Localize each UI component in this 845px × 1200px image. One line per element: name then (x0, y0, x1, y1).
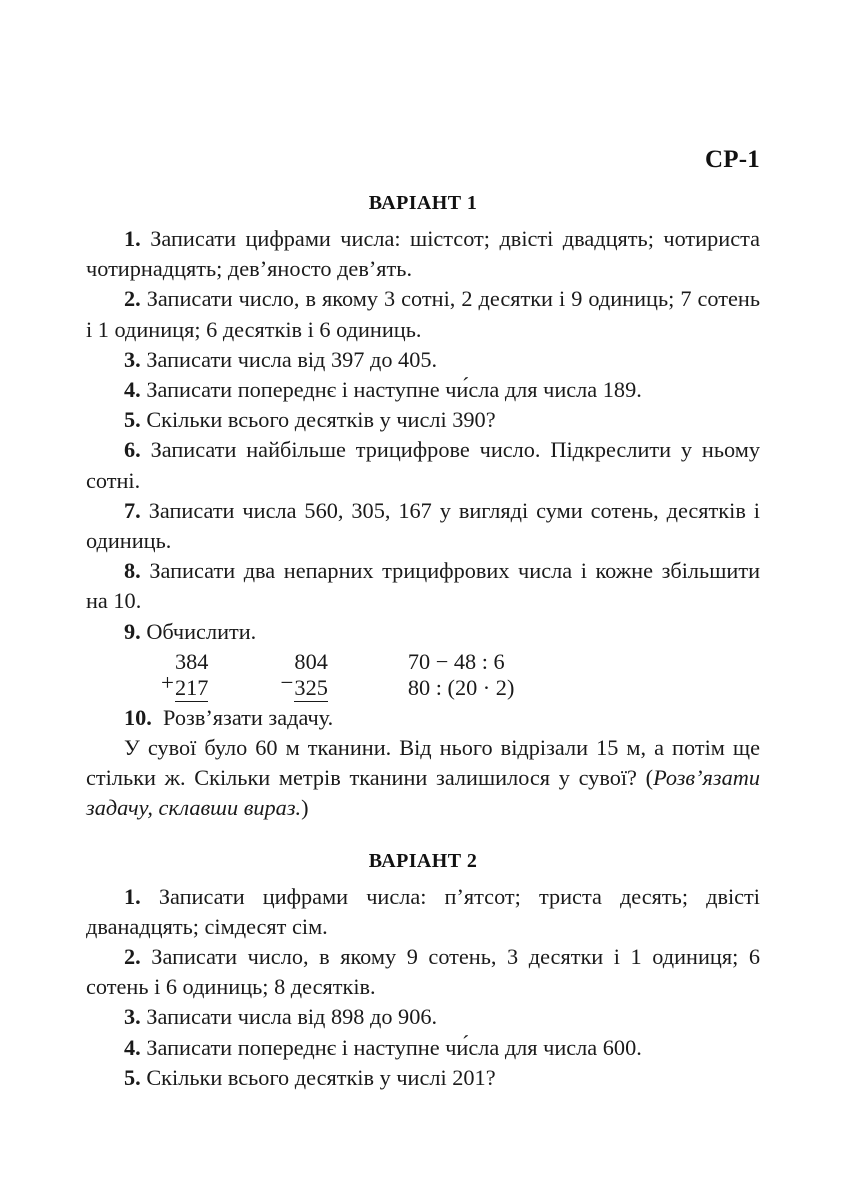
task-item (86, 435, 760, 495)
task-text: Записати число, в якому 3 сотні, 2 десятки і 9 одиниць; 7 сотень і 1 одиниця; 6 десятків і 6 одиниць. (86, 286, 761, 342)
task-item (86, 1063, 760, 1093)
plus-sign-icon: + (161, 669, 174, 695)
task-text: Розв’язати задачу. (163, 704, 334, 730)
task-number: 3. (124, 346, 141, 372)
task-item (86, 345, 760, 375)
task-number: 8. (124, 558, 141, 584)
task-number: 1. (124, 883, 141, 909)
calculation-column-expressions (408, 649, 515, 701)
task-item (86, 405, 760, 435)
subtrahend: 325 (294, 674, 328, 700)
expression-line: 80 : (20 · 2) (407, 674, 515, 700)
calculation-column-subtraction (280, 649, 327, 702)
task-text: Записати цифрами числа: п’ятсот; триста десять; двісті дванадцять; сімдесят сім. (86, 883, 760, 939)
task-text: Записати попереднє і наступне чи́сла для числа 600. (146, 1034, 642, 1060)
calculation-column-addition (161, 649, 208, 702)
variant-block-2 (86, 850, 760, 1093)
task-number: 5. (124, 407, 141, 433)
variant-block-1 (86, 192, 760, 824)
task-number: 4. (124, 377, 141, 403)
task-item (86, 617, 760, 647)
task-number: 1. (124, 226, 141, 251)
task-text: Записати найбільше трицифрове число. Підкреслити у ньому сотні. (86, 437, 760, 493)
task-item (86, 556, 760, 616)
subtraction-stack (294, 649, 327, 702)
task-item (86, 284, 760, 344)
task-item (86, 496, 760, 556)
word-problem-text: У сувої було 60 м тканини. Від нього відрізали 15 м, а потім ще стільки ж. Скільки метрів тканини залишилося у сувої? ( (86, 735, 760, 791)
task-number: 7. (124, 497, 141, 523)
calculation-exercises (86, 649, 760, 702)
task-text: Записати числа від 397 до 405. (146, 346, 438, 372)
task-text: Записати числа від 898 до 906. (146, 1004, 438, 1030)
task-item (86, 942, 760, 1002)
task-number: 2. (124, 944, 141, 970)
task-number: 2. (124, 286, 141, 312)
task-number: 6. (124, 437, 141, 463)
task-text: Записати числа 560, 305, 167 у вигляді суми сотень, десятків і одиниць. (86, 497, 760, 554)
word-problem-body (86, 733, 760, 824)
task-item (86, 1002, 760, 1032)
task-number: 9. (124, 618, 141, 644)
task-text: Скільки всього десятків у числі 201? (146, 1064, 496, 1090)
task-text: Записати попереднє і наступне чи́сла для числа 189. (146, 377, 642, 403)
task-text: Записати цифрами числа: шістсот; двісті двадцять; чотириста чотирнадцять; дев’яносто дев’ять. (86, 226, 761, 282)
variant-2-title: ВАРІАНТ 2 (368, 849, 478, 872)
task-item (86, 703, 760, 733)
task-number: 10. (124, 704, 152, 730)
word-problem-close-paren: ) (301, 795, 309, 821)
expression-line: 70 − 48 : 6 (407, 648, 505, 674)
task-text: Обчислити. (146, 618, 257, 644)
task-number: 5. (124, 1064, 141, 1090)
minuend: 804 (294, 648, 328, 674)
task-item (86, 882, 760, 942)
task-item (86, 224, 760, 284)
word-problem-hint: Розв’язати задачу, склавши вираз. (86, 765, 760, 821)
variant-1-title: ВАРІАНТ 1 (368, 192, 478, 214)
task-text: Записати два непарних трицифрових числа і кожне збільшити на 10. (86, 558, 761, 614)
addition-stack (175, 649, 208, 702)
task-number: 3. (124, 1004, 141, 1030)
addend-first: 384 (174, 648, 209, 674)
addend-second: 217 (174, 674, 209, 700)
minus-sign-icon: − (280, 669, 294, 695)
task-item (86, 1033, 760, 1063)
task-number: 4. (124, 1034, 141, 1060)
document-content (86, 192, 760, 1093)
task-text: Скільки всього десятків у числі 390? (146, 407, 496, 433)
running-head-label: СР-1 (705, 146, 760, 173)
task-text: Записати число, в якому 9 сотень, 3 десятки і 1 одиниця; 6 сотень і 6 одиниць; 8 десятків. (86, 944, 760, 1000)
task-item (86, 375, 760, 405)
